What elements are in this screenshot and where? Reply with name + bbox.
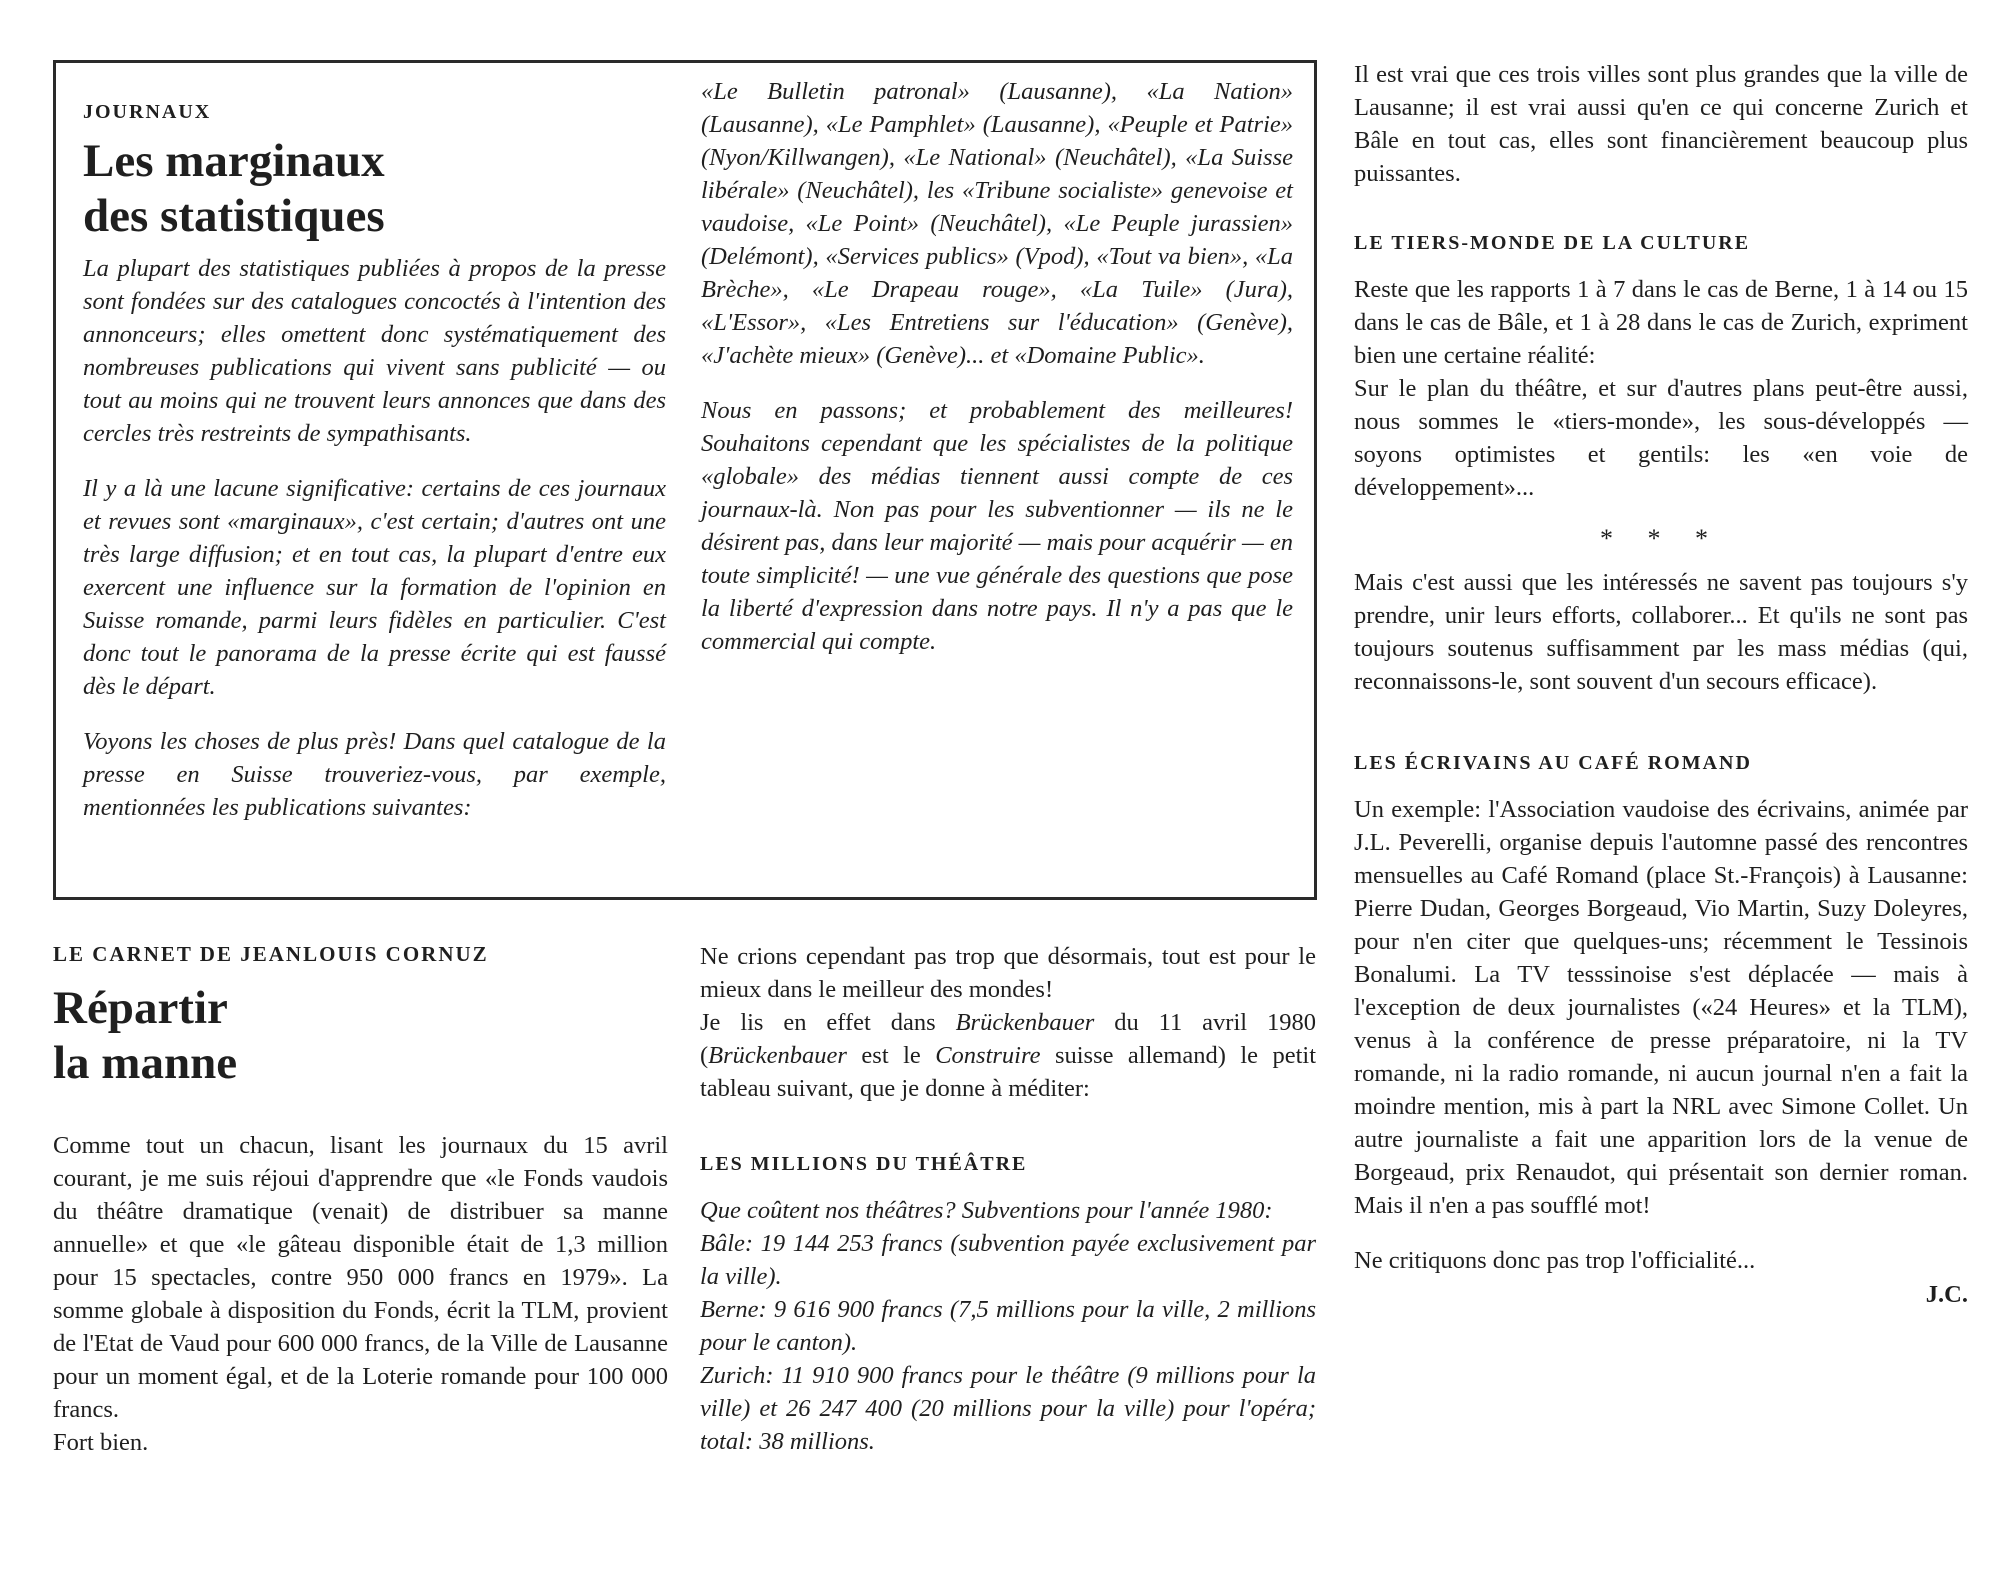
box-paragraph-3: Voyons les choses de plus près! Dans quel catalogue de la presse en Suisse trouveriez-vous, par exemple, mentionnées les publications suivantes:	[83, 728, 666, 821]
millions-subheading: LES MILLIONS DU THÉÂTRE	[700, 1153, 1028, 1175]
ecrivains-subheading: LES ÉCRIVAINS AU CAFÉ ROMAND	[1354, 752, 1752, 774]
box-paragraph-1: La plupart des statistiques publiées à propos de la presse sont fondées sur des catalogues concoctés à l'intention des annonceurs; elles omettent donc systématiquement des nombreuses publications qui vivent sans publicité — ou tout au moins qui ne trouvent leurs annonces que dans des cercles très restreints de sympathisants.	[83, 255, 666, 447]
right-column	[1354, 58, 1968, 1309]
carnet-rubric: LE CARNET DE JEANLOUIS CORNUZ	[53, 942, 489, 966]
box-paragraph-2: Il y a là une lacune significative: certains de ces journaux et revues sont «marginaux», c'est certain; d'autres ont une très large diffusion; et en tout cas, la plupart d'entre eux exercent une influence sur la formation de l'opinion en Suisse romande, parmi leurs fidèles en particulier. C'est donc tout le panorama de la presse écrite qui est faussé dès le départ.	[83, 475, 666, 700]
carnet-fort-bien: Fort bien.	[53, 1429, 149, 1456]
tiers-monde-subheading: LE TIERS-MONDE DE LA CULTURE	[1354, 232, 1751, 254]
right-paragraph-1: Il est vrai que ces trois villes sont plus grandes que la ville de Lausanne; il est vrai aussi qu'en ce qui concerne Zurich et Bâle en tout cas, elles sont financièrement beaucoup plus puissantes.	[1354, 61, 1968, 187]
subventions-intro: Que coûtent nos théâtres? Subventions pour l'année 1980:	[700, 1197, 1273, 1224]
section-break-stars: * * *	[1600, 524, 1722, 553]
carnet-column-left	[53, 942, 668, 1459]
subvention-bale: Bâle: 19 144 253 francs (subvention payée exclusivement par la ville).	[700, 1230, 1316, 1290]
box-publications-list: «Le Bulletin patronal» (Lausanne), «La Nation» (Lausanne), «Le Pamphlet» (Lausanne), «Peuple et Patrie» (Nyon/Killwangen), «Le National» (Neuchâtel), «La Suisse libérale» (Neuchâtel), les «Tribune socialiste» genevoise et vaudoise, «Le Point» (Neuchâtel), «Le Peuple jurassien» (Delémont), «Services publics» (Vpod), «Tout va bien», «La Brèche», «Le Drapeau rouge», «La Tuile» (Jura), «L'Essor», «Les Entretiens sur l'éducation» (Genève), «J'achète mieux» (Genève)... et «Domaine Public».	[701, 78, 1293, 369]
carnet-paragraph-1: Comme tout un chacun, lisant les journaux du 15 avril courant, je me suis réjoui d'apprendre que «le Fonds vaudois du théâtre dramatique (venait) de distribuer sa manne annuelle» et que «le gâteau disponible était de 1,3 million pour 15 spectacles, contre 950 000 francs en 1979». La somme globale à disposition du Fonds, écrit la TLM, provient de l'Etat de Vaud pour 600 000 francs, de la Ville de Lausanne pour un moment égal, et de la Loterie romande pour 100 000 francs.	[53, 1132, 668, 1423]
box-paragraph-5: Nous en passons; et probablement des meilleures! Souhaitons cependant que les spécialistes de la politique «globale» des médias tiennent aussi compte de ces journaux-là. Non pas pour les subventionner — ils ne le désirent pas, dans leur majorité — mais pour acquérir — en toute simplicité! — une vue générale des questions que pose la liberté d'expression dans notre pays. Il n'y a pas que le commercial qui compte.	[701, 397, 1293, 655]
box-headline: Les marginaux des statistiques	[83, 135, 385, 242]
carnet-headline: Répartir la manne	[53, 982, 238, 1089]
carnet-column-middle	[700, 940, 1316, 1458]
marginaux-box	[53, 60, 1317, 900]
carnet-paragraph-2: Ne crions cependant pas trop que désormais, tout est pour le mieux dans le meilleur des mondes!	[700, 943, 1316, 1003]
author-signature: J.C.	[1925, 1281, 1968, 1308]
box-column-right	[701, 75, 1293, 658]
subvention-zurich: Zurich: 11 910 900 francs pour le théâtre (9 millions pour la ville) et 26 247 400 (20 millions pour la ville) pour l'opéra; total: 38 millions.	[700, 1362, 1316, 1455]
carnet-paragraph-3: Je lis en effet dans Brückenbauer du 11 avril 1980 (Brückenbauer est le Construire suisse allemand) le petit tableau suivant, que je donne à méditer:	[700, 1009, 1316, 1102]
box-rubric: JOURNAUX	[83, 101, 212, 123]
right-paragraph-6: Ne critiquons donc pas trop l'officialité...	[1354, 1247, 1756, 1274]
box-column-left	[83, 101, 666, 824]
right-paragraph-5: Un exemple: l'Association vaudoise des écrivains, animée par J.L. Peverelli, organise depuis l'automne passé des rencontres mensuelles au Café Romand (place St.-François) à Lausanne: Pierre Dudan, Georges Borgeaud, Vio Martin, Suzy Doleyres, pour n'en citer que quelques-uns; récemment le Tessinois Bonalumi. La TV tesssinoise s'est déplacée — mais à l'exception de deux journalistes («24 Heures» et la TLM), venus à la conférence de presse préparatoire, ni la TV romande, ni la radio romande, ni aucun journal n'en a fait la moindre mention, mis à part la NRL avec Simone Collet. Un autre journaliste a fait une apparition lors de la venue de Borgeaud, prix Renaudot, qui présentait son dernier roman. Mais il n'en a pas soufflé mot!	[1354, 796, 1968, 1219]
right-paragraph-4: Mais c'est aussi que les intéressés ne savent pas toujours s'y prendre, unir leurs efforts, collaborer... Et qu'ils ne sont pas toujours soutenus suffisamment par les mass médias (qui, reconnaissons-le, sont souvent d'un secours efficace).	[1354, 569, 1968, 695]
right-paragraph-3: Sur le plan du théâtre, et sur d'autres plans peut-être aussi, nous sommes le «tiers-monde», les sous-développés — soyons optimistes et gentils: les «en voie de développement»...	[1354, 375, 1968, 501]
right-paragraph-2: Reste que les rapports 1 à 7 dans le cas de Berne, 1 à 14 ou 15 dans le cas de Bâle, et 1 à 28 dans le cas de Zurich, expriment bien une certaine réalité:	[1354, 276, 1968, 369]
subvention-berne: Berne: 9 616 900 francs (7,5 millions pour la ville, 2 millions pour le canton).	[700, 1296, 1316, 1356]
